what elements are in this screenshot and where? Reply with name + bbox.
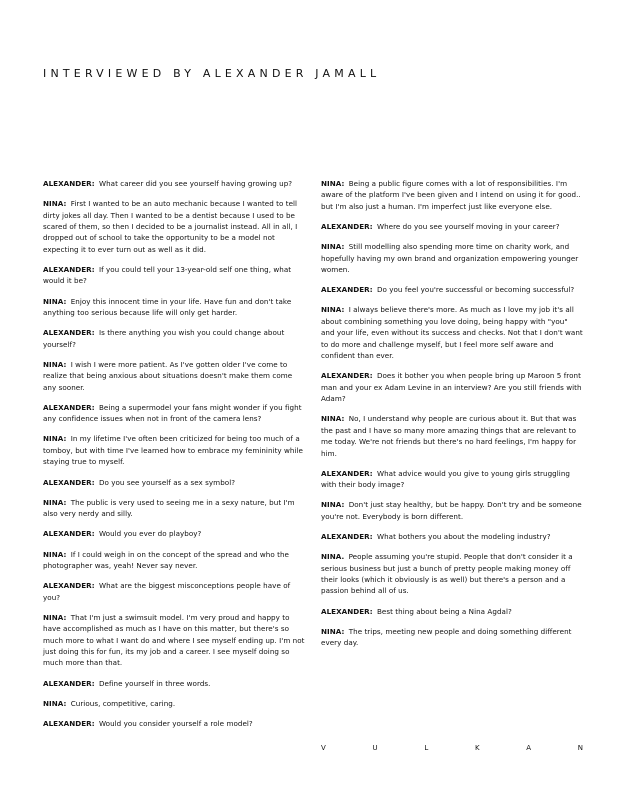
qa-paragraph [43, 549, 305, 572]
qa-paragraph [43, 359, 305, 393]
qa-text: If I could weigh in on the concept of the spread and who the photographer was, yeah! Never say never. [43, 549, 289, 570]
qa-paragraph [321, 284, 583, 295]
speaker-label: NINA: [43, 199, 67, 209]
qa-text: The public is very used to seeing me in a sexy nature, but I'm also very nerdy and silly. [43, 497, 295, 519]
qa-paragraph [321, 626, 583, 649]
speaker-label: NINA: [321, 500, 345, 510]
qa-text: No, I understand why people are curious about it. But that was the past and I have so many more amazing things that are relevant to me today. We're not friends but there's no hard feelings, I'm happy for him. [321, 414, 577, 458]
speaker-label: NINA: [321, 626, 345, 636]
qa-paragraph [321, 304, 583, 361]
qa-text: Do you feel you're successful or becoming successful? [376, 285, 575, 295]
speaker-label: ALEXANDER: [43, 529, 95, 539]
qa-paragraph [43, 327, 305, 350]
speaker-label: NINA: [321, 305, 345, 315]
qa-paragraph [43, 433, 305, 467]
speaker-label: NINA: [321, 414, 345, 424]
qa-text: Still modelling also spending more time on charity work, and hopefully having my own brand and organization empowering younger women. [321, 242, 579, 275]
qa-text: If you could tell your 13-year-old self one thing, what would it be? [43, 265, 292, 286]
qa-text: What advice would you give to young girls struggling with their body image? [321, 468, 570, 490]
qa-paragraph [43, 718, 305, 729]
qa-paragraph [321, 221, 583, 232]
qa-text: Does it bother you when people bring up Maroon 5 front man and your ex Adam Levine in an interview? Are you still friends with Adam? [321, 371, 582, 404]
speaker-label: ALEXANDER: [43, 328, 95, 338]
qa-text: Best thing about being a Nina Agdal? [376, 606, 512, 616]
speaker-label: ALEXANDER: [321, 531, 373, 541]
speaker-label: ALEXANDER: [321, 606, 373, 616]
qa-text: Don't just stay healthy, but be happy. Don't try and be someone you're not. Everybody is born different. [321, 500, 582, 521]
qa-paragraph [321, 468, 583, 491]
qa-paragraph [43, 580, 305, 603]
speaker-label: ALEXANDER: [43, 718, 95, 728]
qa-text: Enjoy this innocent time in your life. Have fun and don't take anything too serious because life will only get harder. [43, 296, 292, 318]
speaker-label: ALEXANDER: [43, 581, 95, 591]
qa-text: People assuming you're stupid. People that don't consider it a serious business but just a bunch of pretty people making money off their looks (which it obviously is as well) but there's a person and a passion behind all of us. [321, 552, 573, 596]
speaker-label: ALEXANDER: [321, 285, 373, 295]
qa-text: Would you consider yourself a role model? [98, 718, 253, 728]
speaker-label: NINA: [43, 434, 67, 444]
speaker-label: NINA: [43, 497, 67, 507]
qa-text: In my lifetime I've often been criticized for being too much of a tomboy, but with time I've learned how to embrace my femininity while staying true to myself. [43, 434, 303, 467]
qa-text: That I'm just a swimsuit model. I'm very proud and happy to have accomplished as much as I have on this matter, but there's so much more to what I want do and where I see myself ending up. I'm not just doing this for fun, its my job and a career. I see myself doing so much more than that. [43, 612, 305, 668]
qa-paragraph [43, 402, 305, 425]
footer-letter: N [577, 744, 583, 752]
qa-text: Curious, competitive, caring. [70, 698, 176, 708]
footer-letter: A [526, 744, 532, 752]
qa-text: What are the biggest misconceptions people have of you? [43, 581, 291, 602]
page-title: INTERVIEWED BY ALEXANDER JAMALL [43, 67, 381, 80]
speaker-label: NINA: [43, 612, 67, 622]
speaker-label: ALEXANDER: [43, 477, 95, 487]
qa-text: I wish I were more patient. As I've gotten older I've come to realize that being anxious about situations doesn't make them come any sooner. [43, 359, 293, 392]
speaker-label: ALEXANDER: [43, 402, 95, 412]
speaker-label: ALEXANDER: [321, 468, 373, 478]
qa-text: Is there anything you wish you could change about yourself? [43, 328, 285, 349]
magazine-footer-brand [321, 744, 583, 752]
speaker-label: NINA. [321, 552, 345, 562]
speaker-label: NINA: [43, 549, 67, 559]
interview-column-right [321, 178, 583, 657]
qa-text: Being a public figure comes with a lot of responsibilities. I'm aware of the platform I've been given and I intend on using it for good.. but I'm also just a human. I'm imperfect just like everyone else. [321, 179, 581, 211]
qa-paragraph [321, 531, 583, 542]
qa-paragraph [321, 370, 583, 404]
footer-letter: L [424, 744, 429, 752]
qa-text: Do you see yourself as a sex symbol? [98, 477, 236, 487]
speaker-label: ALEXANDER: [43, 265, 95, 275]
qa-paragraph [321, 499, 583, 522]
qa-text: Being a supermodel your fans might wonder if you fight any confidence issues when not in front of the camera lens? [43, 402, 302, 424]
interview-column-left [43, 178, 305, 738]
qa-text: Define yourself in three words. [98, 678, 211, 688]
qa-paragraph [321, 178, 583, 212]
qa-paragraph [43, 477, 305, 488]
qa-paragraph [321, 413, 583, 459]
qa-text: What career did you see yourself having growing up? [98, 179, 293, 188]
qa-paragraph [43, 678, 305, 689]
speaker-label: NINA: [43, 359, 67, 369]
qa-text: Where do you see yourself moving in your career? [376, 222, 560, 232]
qa-paragraph [43, 698, 305, 709]
speaker-label: ALEXANDER: [321, 222, 373, 232]
speaker-label: NINA: [321, 179, 345, 188]
speaker-label: ALEXANDER: [43, 678, 95, 688]
qa-paragraph [43, 178, 305, 189]
footer-letter: K [474, 744, 480, 752]
qa-paragraph [321, 241, 583, 275]
speaker-label: NINA: [321, 242, 345, 252]
qa-text: The trips, meeting new people and doing something different every day. [321, 626, 572, 648]
qa-text: First I wanted to be an auto mechanic because I wanted to tell dirty jokes all day. Then I wanted to be a dentist because I used to be scared of them, so then I decided to be a journalist instead. All in all, I dropped out of school to take the opportunity to be a model not expecting it to ever turn out as well as it did. [43, 199, 298, 254]
qa-text: What bothers you about the modeling industry? [376, 531, 551, 541]
footer-letter: U [372, 744, 378, 752]
qa-text: I always believe there's more. As much as I love my job it's all about combining something you love doing, being happy with "you" and your life, even without its success and checks. Not that I don't want to do more and challenge myself, but I feel more self aware and confident than ever. [321, 305, 583, 361]
qa-paragraph [321, 606, 583, 617]
speaker-label: NINA: [43, 296, 67, 306]
speaker-label: ALEXANDER: [321, 371, 373, 381]
qa-paragraph [43, 612, 305, 669]
qa-paragraph [43, 264, 305, 287]
qa-paragraph [43, 296, 305, 319]
speaker-label: ALEXANDER: [43, 179, 95, 188]
footer-letter: V [321, 744, 326, 752]
speaker-label: NINA: [43, 698, 67, 708]
qa-paragraph [43, 198, 305, 255]
qa-text: Would you ever do playboy? [98, 529, 202, 539]
qa-paragraph [43, 497, 305, 520]
qa-paragraph [321, 551, 583, 597]
qa-paragraph [43, 528, 305, 539]
